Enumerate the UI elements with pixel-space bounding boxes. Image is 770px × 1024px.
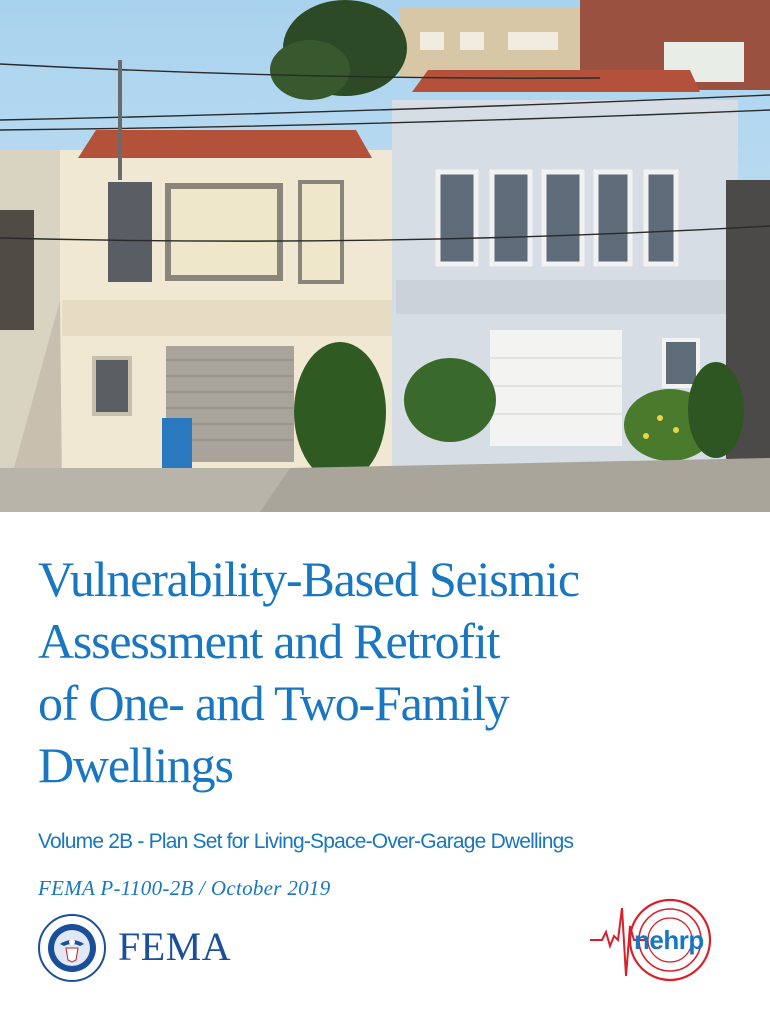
fema-logo-text: FEMA: [118, 924, 232, 969]
title-line-2: Assessment and Retrofit: [38, 613, 500, 669]
title-line-1: Vulnerability-Based Seismic: [38, 551, 579, 607]
title-line-3: of One- and Two-Family: [38, 675, 509, 731]
publication-id: FEMA P-1100-2B / October 2019: [38, 876, 331, 900]
document-title: [38, 548, 758, 796]
nehrp-logo-text: nehrp: [634, 925, 704, 955]
volume-subtitle: Volume 2B - Plan Set for Living-Space-Over-Garage Dwellings: [38, 830, 574, 853]
title-line-4: Dwellings: [38, 737, 233, 793]
dhs-seal-icon: [38, 914, 106, 982]
